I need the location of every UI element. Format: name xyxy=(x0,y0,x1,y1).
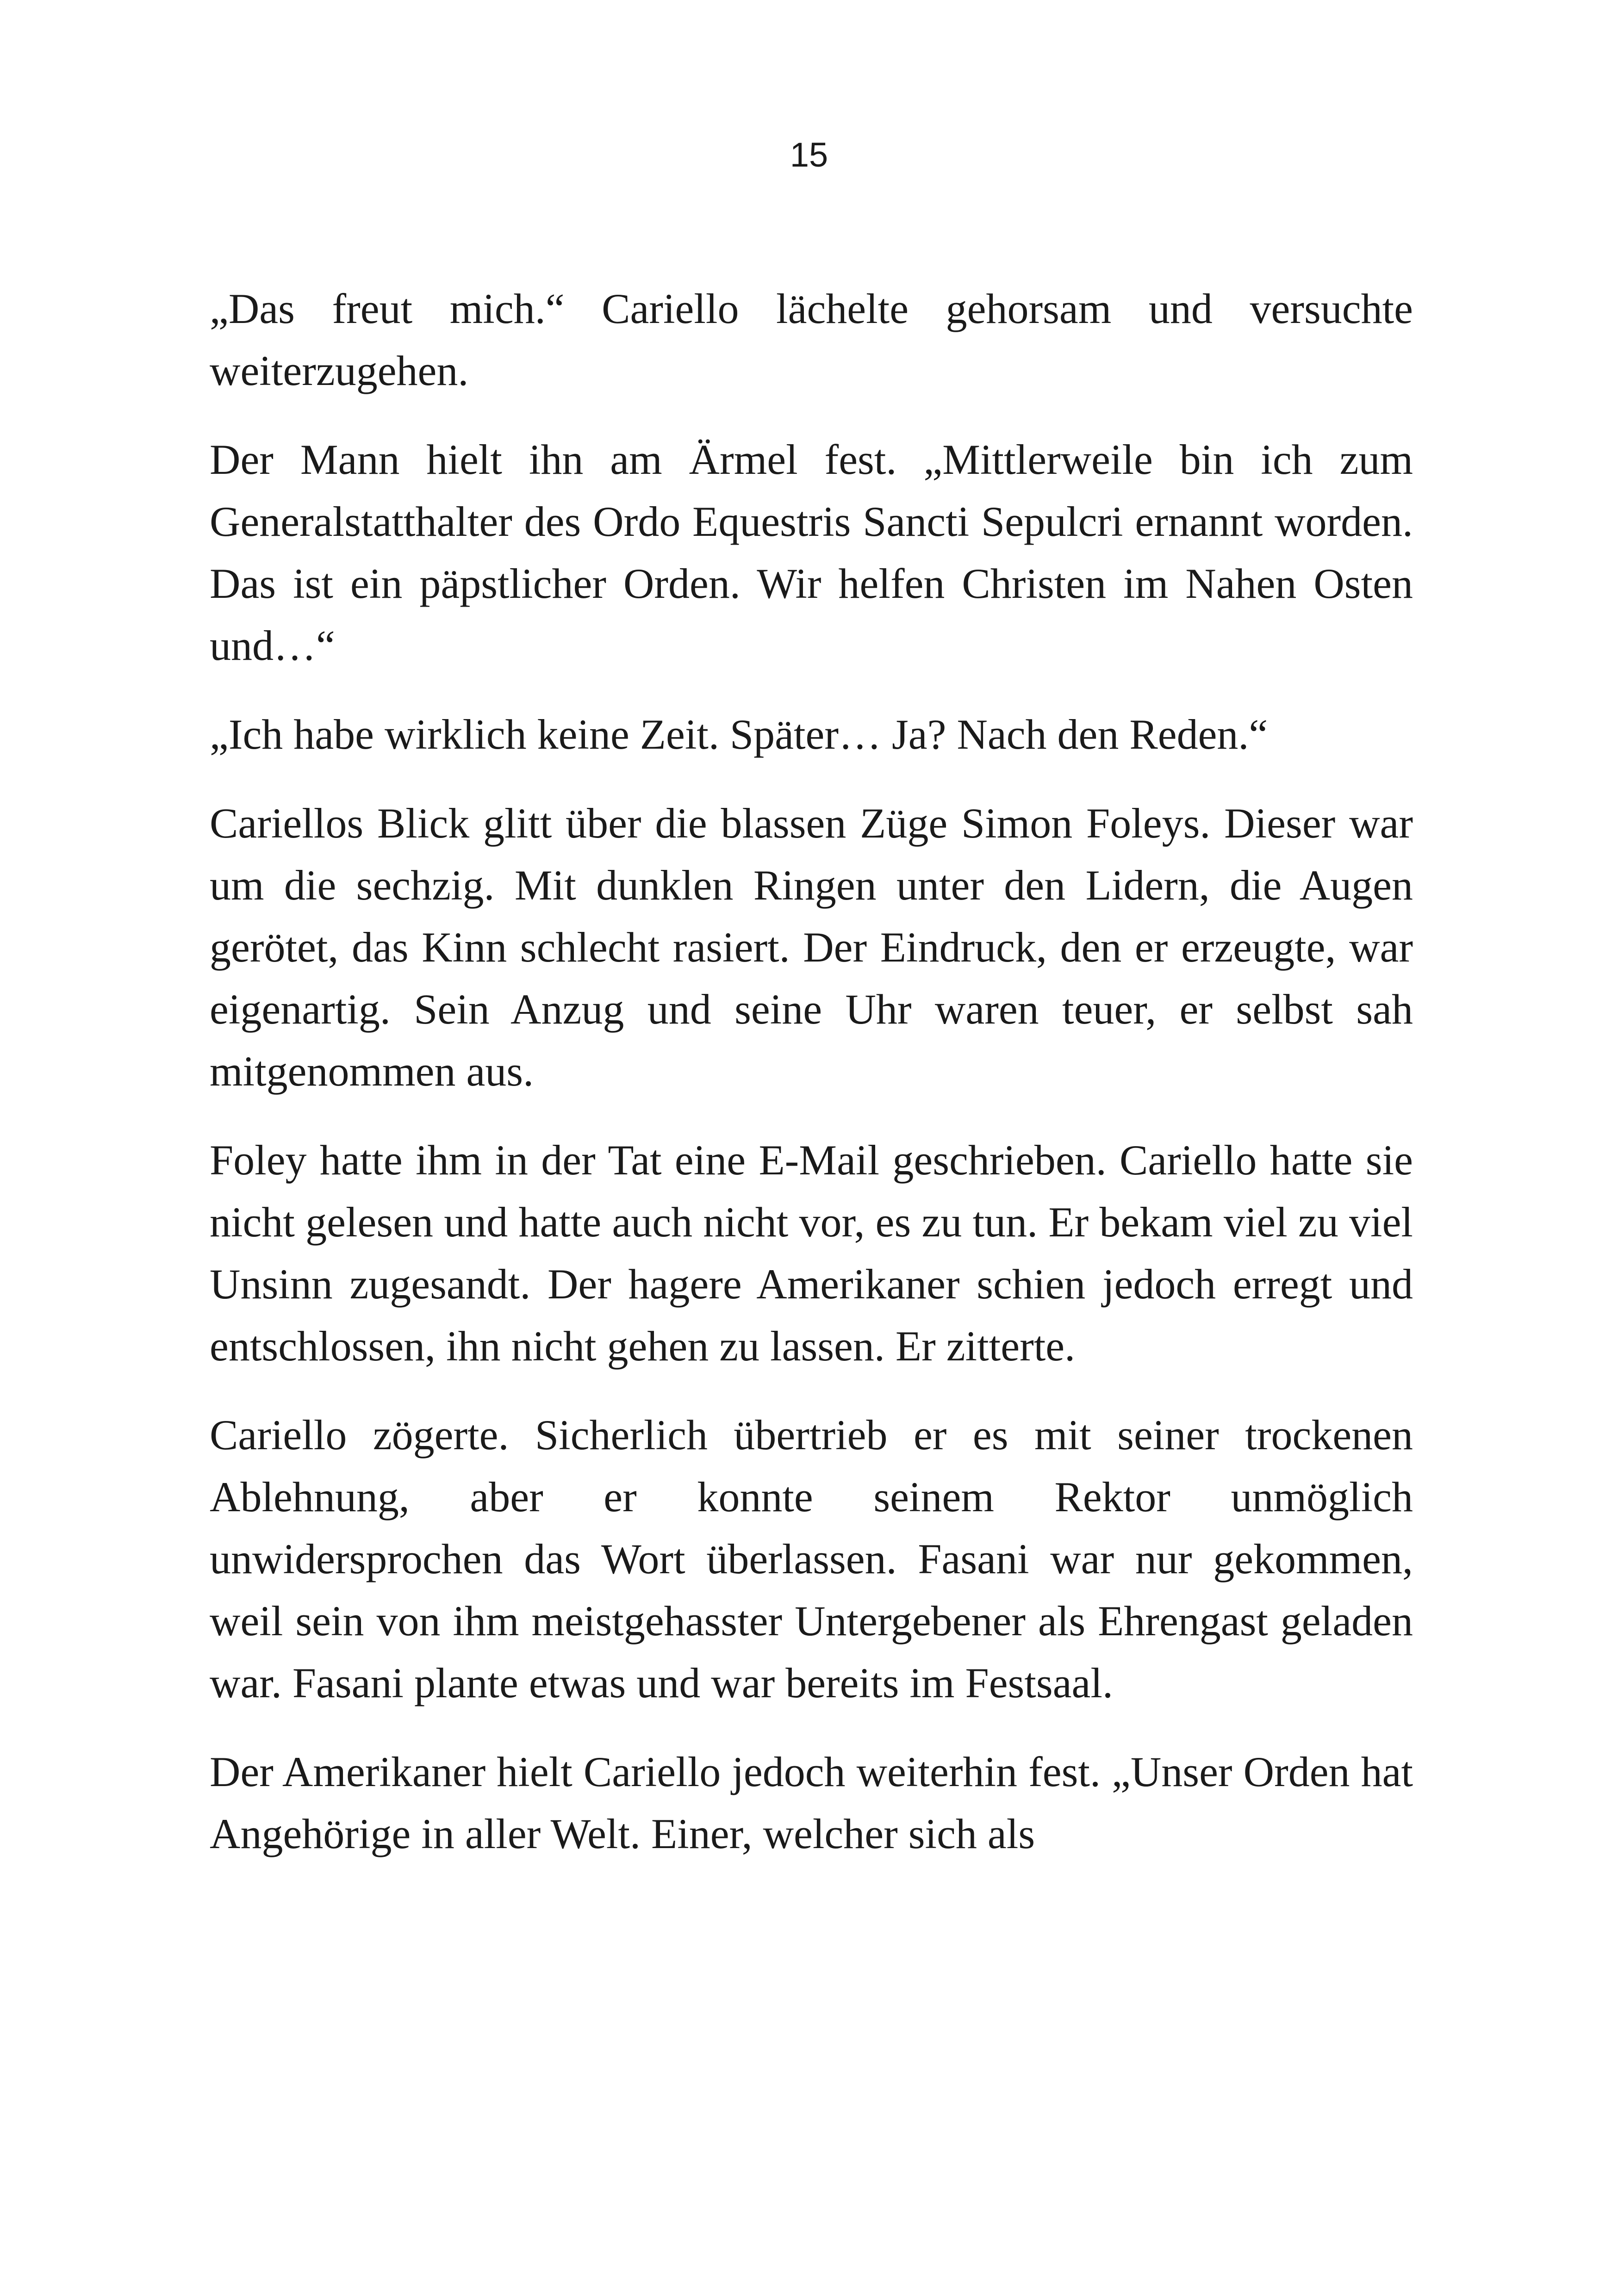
paragraph: Der Mann hielt ihn am Ärmel fest. „Mittlerweile bin ich zum Generalstatthalter des Ordo Equestris Sancti Sepulcri ernannt worden. Das ist ein päpstlicher Orden. Wir helfen Christen im Nahen Osten und…“ xyxy=(210,436,1413,669)
paragraph: Der Amerikaner hielt Cariello jedoch weiterhin fest. „Unser Orden hat Angehörige in aller Welt. Einer, welcher sich als xyxy=(210,1748,1413,1857)
paragraph: Foley hatte ihm in der Tat eine E-Mail geschrieben. Cariello hatte sie nicht gelesen und hatte auch nicht vor, es zu tun. Er bekam viel zu viel Unsinn zugesandt. Der hagere Amerikaner schien jedoch erregt und entschlossen, ihn nicht gehen zu lassen. Er zitterte. xyxy=(210,1136,1413,1370)
paragraph: „Ich habe wirklich keine Zeit. Später… Ja? Nach den Reden.“ xyxy=(210,711,1268,758)
paragraph: Cariello zögerte. Sicherlich übertrieb er es mit seiner trockenen Ablehnung, aber er konnte seinem Rektor unmöglich unwidersprochen das Wort überlassen. Fasani war nur gekommen, weil sein von ihm meistgehasster Untergebener als Ehrengast geladen war. Fasani plante etwas und war bereits im Festsaal. xyxy=(210,1411,1413,1706)
body-text xyxy=(210,278,1413,1892)
page-number: 15 xyxy=(790,136,828,174)
paragraph: Cariellos Blick glitt über die blassen Züge Simon Foleys. Dieser war um die sechzig. Mit dunklen Ringen unter den Lidern, die Augen gerötet, das Kinn schlecht rasiert. Der Eindruck, den er erzeugte, war eigenartig. Sein Anzug und seine Uhr waren teuer, er selbst sah mitgenommen aus. xyxy=(210,800,1413,1095)
paragraph: „Das freut mich.“ Cariello lächelte gehorsam und versuchte weiterzugehen. xyxy=(210,285,1413,394)
